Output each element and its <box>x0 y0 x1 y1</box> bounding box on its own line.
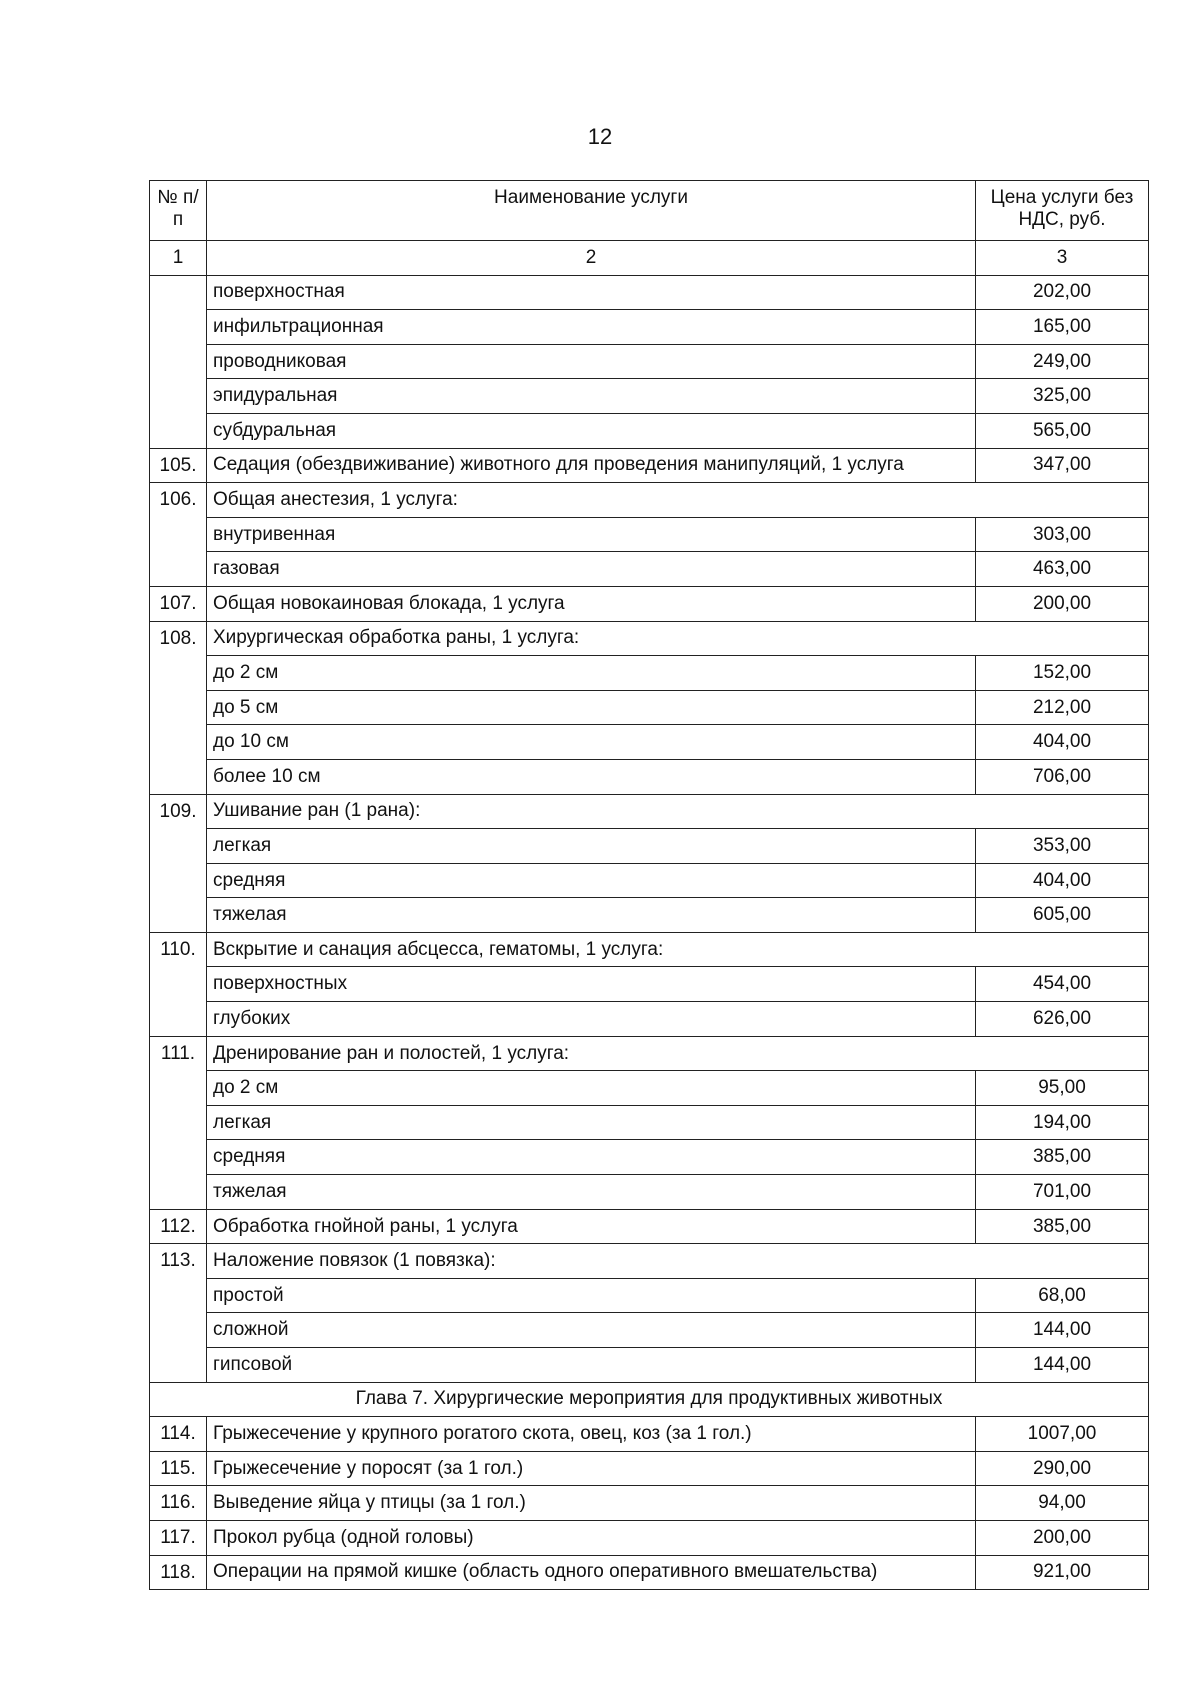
row-number: 105. <box>150 448 207 483</box>
service-price: 202,00 <box>976 275 1149 310</box>
service-name: сложной <box>207 1313 976 1348</box>
table-row <box>150 552 1149 587</box>
chapter-row <box>150 1382 1149 1417</box>
table-row <box>150 1417 1149 1452</box>
service-price: 144,00 <box>976 1313 1149 1348</box>
service-price: 385,00 <box>976 1140 1149 1175</box>
service-price: 94,00 <box>976 1486 1149 1521</box>
table-row <box>150 759 1149 794</box>
table-row <box>150 1348 1149 1383</box>
service-group-title: Общая анестезия, 1 услуга: <box>207 483 1149 518</box>
service-group-title: Наложение повязок (1 повязка): <box>207 1244 1149 1279</box>
table-row <box>150 1036 1149 1071</box>
table-row <box>150 898 1149 933</box>
service-name: средняя <box>207 1140 976 1175</box>
table-row <box>150 621 1149 656</box>
table-row <box>150 344 1149 379</box>
service-name: газовая <box>207 552 976 587</box>
service-name: субдуральная <box>207 413 976 448</box>
table-row <box>150 275 1149 310</box>
service-price: 605,00 <box>976 898 1149 933</box>
table-row <box>150 517 1149 552</box>
service-name: Грыжесечение у поросят (за 1 гол.) <box>207 1451 976 1486</box>
service-name: Обработка гнойной раны, 1 услуга <box>207 1209 976 1244</box>
service-price: 249,00 <box>976 344 1149 379</box>
header-num: № п/п <box>150 181 207 241</box>
service-name: эпидуральная <box>207 379 976 414</box>
row-number: 114. <box>150 1417 207 1452</box>
chapter-title: Глава 7. Хирургические мероприятия для продуктивных животных <box>150 1382 1149 1417</box>
service-price: 200,00 <box>976 586 1149 621</box>
service-name: Седация (обездвиживание) животного для проведения манипуляций, 1 услуга <box>207 448 976 483</box>
service-price: 95,00 <box>976 1071 1149 1106</box>
table-row <box>150 863 1149 898</box>
service-price: 347,00 <box>976 448 1149 483</box>
row-number: 116. <box>150 1486 207 1521</box>
service-name: глубоких <box>207 1002 976 1037</box>
service-name: Грыжесечение у крупного рогатого скота, овец, коз (за 1 гол.) <box>207 1417 976 1452</box>
row-number: 106. <box>150 483 207 587</box>
service-name: до 10 см <box>207 725 976 760</box>
service-name: Общая новокаиновая блокада, 1 услуга <box>207 586 976 621</box>
service-name: легкая <box>207 1105 976 1140</box>
row-number: 109. <box>150 794 207 932</box>
table-row <box>150 1451 1149 1486</box>
table-row <box>150 1555 1149 1590</box>
service-name: Прокол рубца (одной головы) <box>207 1520 976 1555</box>
service-price: 68,00 <box>976 1278 1149 1313</box>
service-price: 212,00 <box>976 690 1149 725</box>
service-name: тяжелая <box>207 898 976 933</box>
service-name: до 2 см <box>207 656 976 691</box>
service-price: 290,00 <box>976 1451 1149 1486</box>
service-group-title: Хирургическая обработка раны, 1 услуга: <box>207 621 1149 656</box>
service-price: 921,00 <box>976 1555 1149 1590</box>
table-row <box>150 448 1149 483</box>
header-name: Наименование услуги <box>207 181 976 241</box>
table-row <box>150 1209 1149 1244</box>
column-number-row <box>150 241 1149 276</box>
table-header-row <box>150 181 1149 241</box>
service-price: 144,00 <box>976 1348 1149 1383</box>
service-name: инфильтрационная <box>207 310 976 345</box>
service-price: 385,00 <box>976 1209 1149 1244</box>
service-name: легкая <box>207 829 976 864</box>
column-number: 2 <box>207 241 976 276</box>
service-name: гипсовой <box>207 1348 976 1383</box>
service-name: Операции на прямой кишке (область одного оперативного вмешательства) <box>207 1555 976 1590</box>
service-name: тяжелая <box>207 1175 976 1210</box>
service-name: проводниковая <box>207 344 976 379</box>
service-price: 353,00 <box>976 829 1149 864</box>
column-number: 3 <box>976 241 1149 276</box>
table-row <box>150 794 1149 829</box>
service-price: 463,00 <box>976 552 1149 587</box>
table-row <box>150 967 1149 1002</box>
table-row <box>150 483 1149 518</box>
table-row <box>150 1486 1149 1521</box>
service-group-title: Дренирование ран и полостей, 1 услуга: <box>207 1036 1149 1071</box>
service-price: 1007,00 <box>976 1417 1149 1452</box>
service-price: 626,00 <box>976 1002 1149 1037</box>
service-price: 152,00 <box>976 656 1149 691</box>
service-name: до 5 см <box>207 690 976 725</box>
service-name: внутривенная <box>207 517 976 552</box>
table-row <box>150 379 1149 414</box>
row-number: 111. <box>150 1036 207 1209</box>
service-group-title: Ушивание ран (1 рана): <box>207 794 1149 829</box>
row-number: 117. <box>150 1520 207 1555</box>
service-price: 200,00 <box>976 1520 1149 1555</box>
service-name: средняя <box>207 863 976 898</box>
table-row <box>150 310 1149 345</box>
table-row <box>150 725 1149 760</box>
row-number: 107. <box>150 586 207 621</box>
row-number: 110. <box>150 932 207 1036</box>
page-number: 12 <box>587 124 613 149</box>
service-name: Выведение яйца у птицы (за 1 гол.) <box>207 1486 976 1521</box>
service-price: 404,00 <box>976 863 1149 898</box>
service-name: поверхностных <box>207 967 976 1002</box>
service-name: более 10 см <box>207 759 976 794</box>
table-row <box>150 829 1149 864</box>
row-number: 112. <box>150 1209 207 1244</box>
row-number: 108. <box>150 621 207 794</box>
header-price: Цена услуги без НДС, руб. <box>976 181 1149 241</box>
service-price: 303,00 <box>976 517 1149 552</box>
service-name: поверхностная <box>207 275 976 310</box>
table-row <box>150 932 1149 967</box>
table-row <box>150 690 1149 725</box>
service-price: 165,00 <box>976 310 1149 345</box>
column-number: 1 <box>150 241 207 276</box>
table-row <box>150 1520 1149 1555</box>
table-row <box>150 1244 1149 1279</box>
service-price: 454,00 <box>976 967 1149 1002</box>
table-row <box>150 1002 1149 1037</box>
service-price: 194,00 <box>976 1105 1149 1140</box>
service-price: 404,00 <box>976 725 1149 760</box>
table-row <box>150 1175 1149 1210</box>
table-row <box>150 1071 1149 1106</box>
table-row <box>150 586 1149 621</box>
row-number: 113. <box>150 1244 207 1382</box>
service-group-title: Вскрытие и санация абсцесса, гематомы, 1 услуга: <box>207 932 1149 967</box>
row-number <box>150 275 207 448</box>
service-name: до 2 см <box>207 1071 976 1106</box>
table-row <box>150 1313 1149 1348</box>
service-price: 565,00 <box>976 413 1149 448</box>
row-number: 118. <box>150 1555 207 1590</box>
service-price: 325,00 <box>976 379 1149 414</box>
row-number: 115. <box>150 1451 207 1486</box>
table-row <box>150 656 1149 691</box>
service-price: 706,00 <box>976 759 1149 794</box>
service-name: простой <box>207 1278 976 1313</box>
table-row <box>150 413 1149 448</box>
table-row <box>150 1278 1149 1313</box>
price-table <box>149 180 1149 1590</box>
table-row <box>150 1140 1149 1175</box>
service-price: 701,00 <box>976 1175 1149 1210</box>
table-row <box>150 1105 1149 1140</box>
